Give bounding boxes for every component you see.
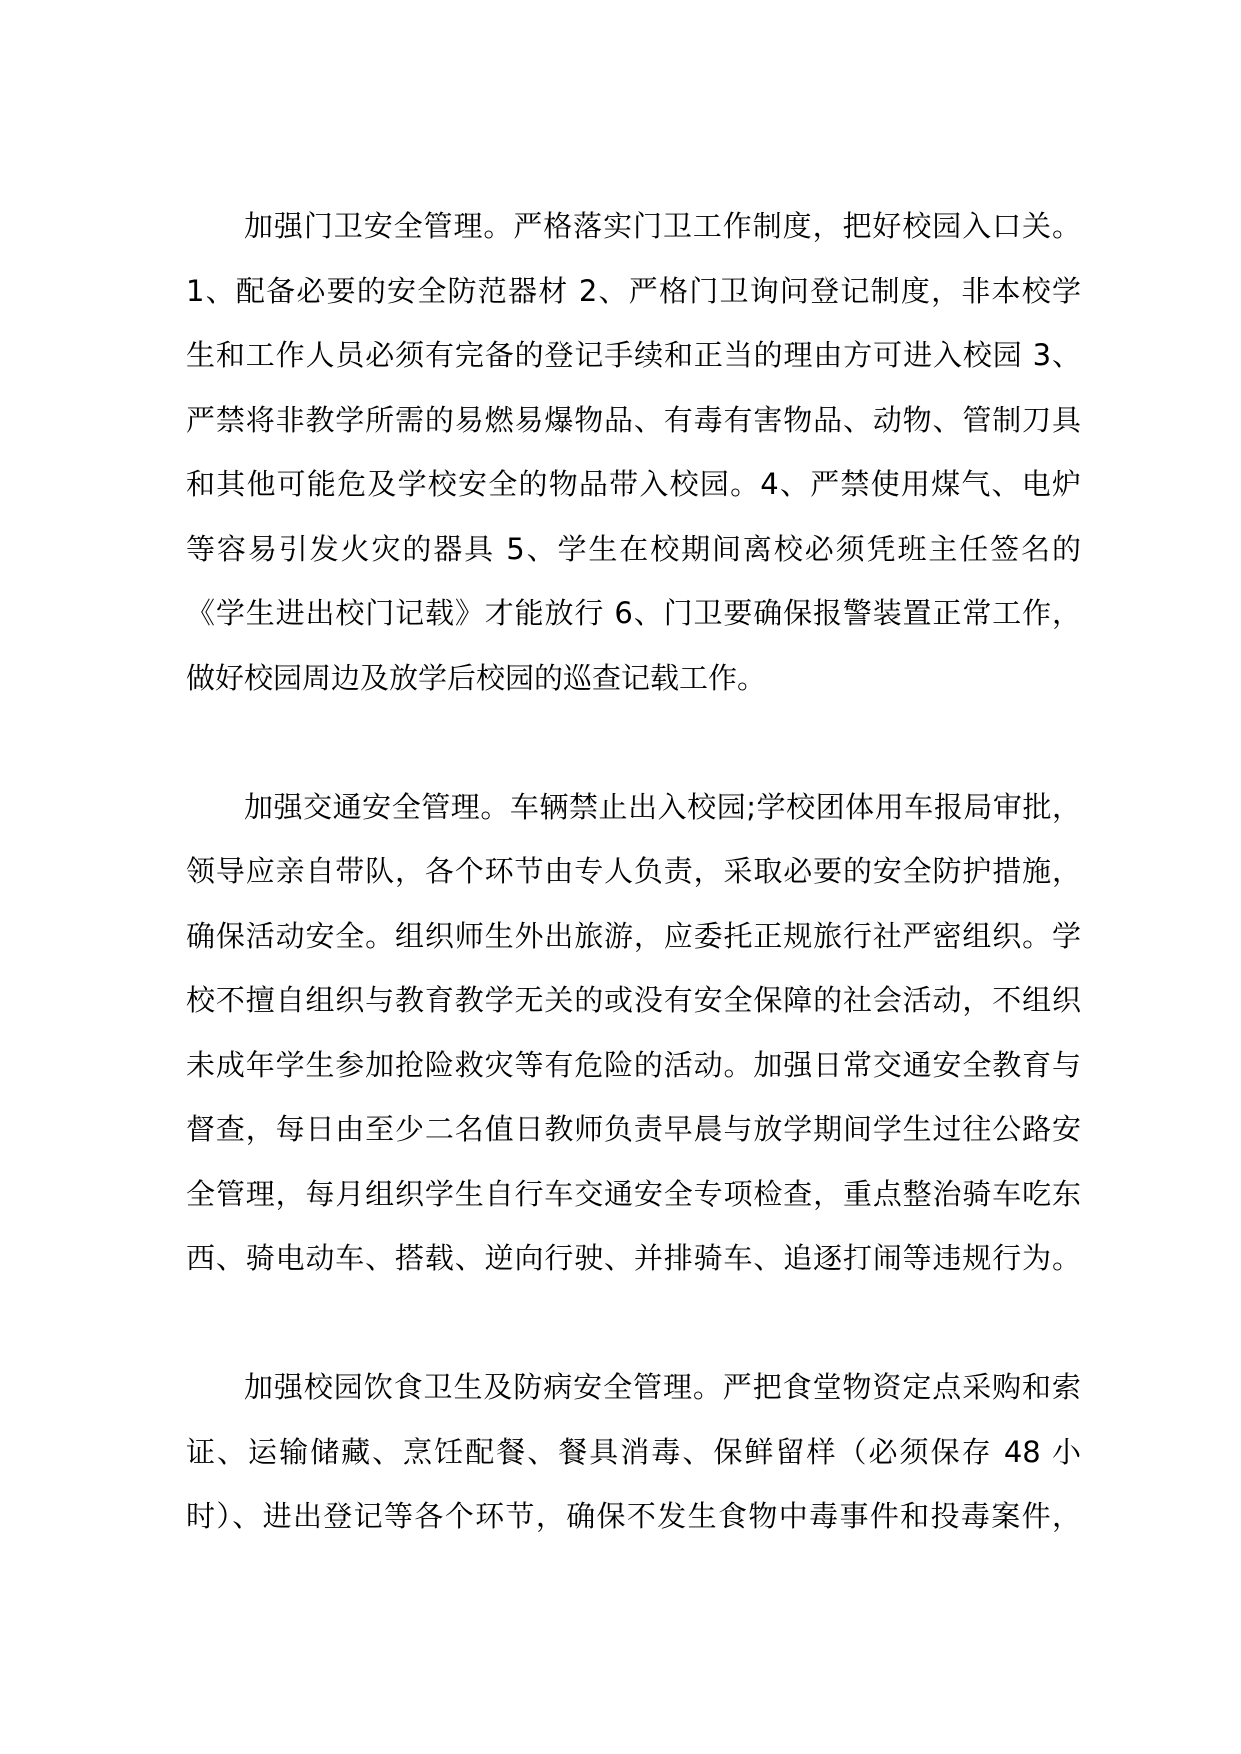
paragraph-line: 校不擅自组织与教育教学无关的或没有安全保障的社会活动，不组织 — [186, 983, 1081, 1017]
paragraph-line: 证、运输储藏、烹饪配餐、餐具消毒、保鲜留样（必须保存 48 小 — [186, 1434, 1081, 1469]
paragraph-line: 时）、进出登记等各个环节，确保不发生食物中毒事件和投毒案件， — [186, 1499, 1081, 1533]
paragraph-line: 1、配备必要的安全防范器材 2、严格门卫询问登记制度，非本校学 — [186, 273, 1081, 308]
paragraph-line: 和其他可能危及学校安全的物品带入校园。4、严禁使用煤气、电炉 — [186, 467, 1081, 501]
paragraph-line: 加强校园饮食卫生及防病安全管理。严把食堂物资定点采购和索 — [244, 1370, 1081, 1404]
paragraph-traffic-safety — [186, 775, 1081, 1291]
paragraph-gate-security — [186, 194, 1081, 710]
paragraph-spacer — [186, 1291, 1081, 1356]
paragraph-line: 《学生进出校门记载》才能放行 6、门卫要确保报警装置正常工作， — [186, 596, 1081, 630]
paragraph-line: 等容易引发火灾的器具 5、学生在校期间离校必须凭班主任签名的 — [186, 531, 1081, 566]
paragraph-line: 生和工作人员必须有完备的登记手续和正当的理由方可进入校园 3、 — [186, 338, 1081, 372]
paragraph-line: 领导应亲自带队，各个环节由专人负责，采取必要的安全防护措施， — [186, 854, 1081, 888]
paragraph-line: 西、骑电动车、搭载、逆向行驶、并排骑车、追逐打闹等违规行为。 — [186, 1241, 1081, 1275]
paragraph-line: 做好校园周边及放学后校园的巡查记载工作。 — [186, 660, 767, 695]
document-body — [186, 194, 1081, 1549]
paragraph-line: 督查，每日由至少二名值日教师负责早晨与放学期间学生过往公路安 — [186, 1112, 1081, 1146]
paragraph-line: 确保活动安全。组织师生外出旅游，应委托正规旅行社严密组织。学 — [186, 918, 1081, 953]
paragraph-line: 加强门卫安全管理。严格落实门卫工作制度，把好校园入口关。 — [244, 209, 1081, 243]
paragraph-spacer — [186, 710, 1081, 775]
paragraph-line: 严禁将非教学所需的易燃易爆物品、有毒有害物品、动物、管制刀具 — [186, 402, 1081, 437]
paragraph-line: 全管理，每月组织学生自行车交通安全专项检查，重点整治骑车吃东 — [186, 1176, 1081, 1211]
paragraph-food-hygiene — [186, 1355, 1081, 1549]
paragraph-line: 未成年学生参加抢险救灾等有危险的活动。加强日常交通安全教育与 — [186, 1047, 1081, 1082]
paragraph-line: 加强交通安全管理。车辆禁止出入校园;学校团体用车报局审批， — [244, 789, 1081, 824]
